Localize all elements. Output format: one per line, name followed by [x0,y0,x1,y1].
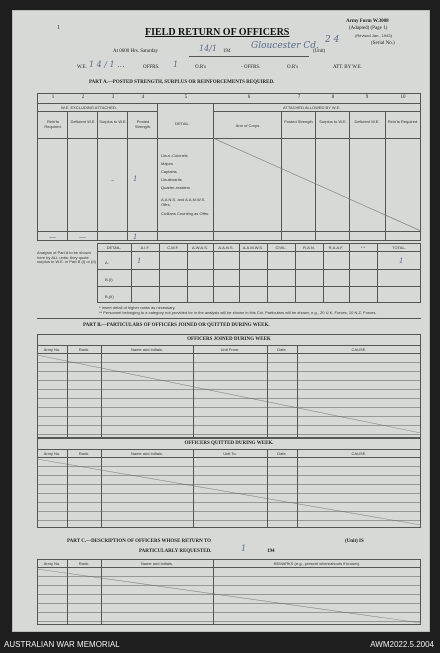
table-col-line [213,560,214,625]
sub-rein-r: Rein'ts Required. [387,119,419,124]
analysis-row-rule [97,286,421,287]
army-form-revised: (Revised Jan., 1943) [355,33,392,38]
column-number: 6 [247,95,251,100]
part-b-title: PART B.—PARTICULARS OF OFFICERS JOINED OR QUITTED DURING WEEK. [83,323,270,328]
rank-qm: Quarter-masters [161,185,191,190]
table-col-header: Unit From. [220,347,240,352]
form-title: FIELD RETURN OF OFFICERS [145,27,290,38]
sub-surplus: Surplus to W.E. [99,119,127,124]
analysis-col-line [323,243,324,303]
rank-major: Majors [161,161,174,166]
analysis-row-a: A. [105,260,109,265]
analysis-col-line [295,243,296,303]
part-b-rule [37,318,421,319]
total-rule [37,231,421,232]
analysis-col-header: R.A.A.F. [328,245,344,250]
line2-ors: O.R's [195,65,207,70]
footnote-1: * Insert detail of higher ranks as necessary. [99,305,176,310]
column-number: 8 [331,95,335,100]
hand-surplus-lt: – [111,176,115,184]
analysis-row-b2: B.(II) [105,294,114,299]
analysis-note: Analysis of Part A to be shown here by ALL units; they quote surplus to W.E. in Part B (I) or (II) [37,250,96,265]
hand-total-a: 1 [399,257,404,265]
analysis-col-line [159,243,160,303]
hand-serial: 2 4 [325,35,340,45]
table-col-line [67,450,68,528]
analysis-col-line [239,243,240,303]
joined-title: OFFICERS JOINED DURING WEEK [187,337,271,342]
analysis-col-header: * * [360,245,366,250]
part-a-title: PART A.—POSTED STRENGTH, SURPLUS OR REINFORCEMENTS REQUIRED. [89,80,275,85]
table-col-header: Date. [277,347,287,352]
footer-bar [0,638,440,653]
analysis-table [97,243,421,303]
analysis-col-header: A.I.F. [140,245,150,250]
column-number: 9 [365,95,369,100]
footer-left: AUSTRALIAN WAR MEMORIAL [4,640,120,649]
analysis-col-line [267,243,268,303]
line2-att: ATT. BY W.E. [333,65,363,70]
table-col-line [267,450,268,528]
part-c-title: PART C.—DESCRIPTION OF OFFICERS WHOSE RETURN TO [67,539,212,544]
att-rule [213,111,421,112]
hand-total-3: 1 [133,233,138,241]
sub-posted: Posted Strength. [134,119,152,129]
analysis-row-rule [97,269,421,270]
column-number: 1 [51,95,55,100]
rank-civilians: Civilians Counting as Offrs. [161,211,210,216]
col-line [97,111,98,241]
footer-right: AWM2022.5.2004 [370,640,434,649]
analysis-col-line [349,243,350,303]
hand-unit: Gloucester Cd. [251,41,319,51]
analysis-row-b1: B.(I) [105,277,113,282]
line1-unit: (Unit) [313,49,326,54]
attached-header: ATTACHED ALLOWED BY W.E. [283,105,341,110]
table-col-line [193,450,194,528]
table-col-header: Rank. [78,451,90,456]
line2-ors2: O.R's [287,65,299,70]
analysis-col-line [131,243,132,303]
corner-mark: 1 [57,25,60,31]
table-col-line [67,560,68,625]
quitted-title: OFFICERS QUITTED DURING WEEK. [184,441,274,446]
hand-we: 1 4 / 1 ... [89,60,125,69]
hand-date: 14/1 [199,44,217,53]
column-number: 5 [184,95,188,100]
column-number: 7 [297,95,301,100]
col-line [157,103,158,241]
sub-rein-req: Rein'ts Required. [44,119,62,129]
table-col-header: REMARKS (e.g., present whereabouts if known). [273,561,361,566]
column-number: 2 [81,95,85,100]
table-col-header: Name and Initials. [140,561,173,566]
hand-total-2: — [79,233,86,241]
quitted-title-rule [37,449,421,450]
joined-title-rule [37,345,421,346]
sub-deficient: Deficient W.E. [70,119,96,124]
table-col-header: CAUSE. [351,347,367,352]
sub-deficient-r: Deficient W.E. [354,119,380,124]
table-col-header: CAUSE. [351,451,367,456]
rank-captain: Captains [161,169,177,174]
table-col-header: Rank. [78,561,90,566]
hand-aif-a: 1 [137,257,142,265]
sub-posted-r: Posted Strength. [284,119,314,124]
line2-offrs2: - OFFRS. [241,65,261,70]
sub-surplus-r: Surplus to W.E. [319,119,347,124]
army-form-adapted: (Adapted) (Page 1) [349,26,388,31]
analysis-col-header: TOTAL. [392,245,406,250]
line2-offrs: OFFRS. [143,65,160,70]
part-c-year: 194 [267,549,275,554]
rank-lieutenant: Lieutenants [161,177,182,182]
analysis-col-line [213,243,214,303]
column-number: 4 [141,95,145,100]
analysis-col-header: CIVIL. [275,245,287,250]
analysis-head-rule [97,251,421,252]
analysis-col-line [187,243,188,303]
rank-aans: A.A.N.S. and A.A.M.W.S. Offrs. [161,197,206,207]
analysis-col-header: A.A.M.W.S. [242,245,264,250]
column-number: 10 [400,95,406,100]
hand-total-1: — [49,233,56,241]
army-form-number: Army Form W.3008 [346,19,389,24]
table-col-line [297,450,298,528]
analysis-col-header: A.A.N.S. [218,245,234,250]
part-a-rule [37,103,421,104]
line1-year: 194 [223,49,231,54]
we-header: W.E. EXCLUDING ATTACHED. [61,105,117,110]
hand-offrs: 1 [173,60,179,69]
analysis-col-header: R.A.N. [303,245,315,250]
column-number: 3 [111,95,115,100]
col-line [127,111,128,241]
table-col-line [101,450,102,528]
footnote-2: ** Personnel belonging to a category not provided for in the analysis will be shown in this Col. Particulars will be shown, e.g., 20 U.K. Forces, 10 N.Z. Forces. [99,310,377,315]
serial-label: (Serial No.) [371,41,395,46]
part-c-hand-date: 1 [241,544,247,553]
detail-header: DETAIL. [175,121,190,126]
line1-underline [189,56,309,57]
table-col-header: Army No. [43,451,61,456]
analysis-col-header: DETAIL. [106,245,122,250]
analysis-col-line [377,243,378,303]
analysis-col-header: C.M.F. [167,245,179,250]
part-c-unit: (Unit) IS [345,539,364,544]
form-sheet [12,10,430,632]
table-col-header: Rank. [78,347,90,352]
line1-prefix: At 0600 Hrs. Saturday [113,49,158,54]
col-line [67,111,68,241]
table-col-header: Army No. [43,561,61,566]
strike-through-attached [213,138,421,231]
hand-posted-lt: 1 [133,175,138,183]
table-col-header: Army No. [43,347,61,352]
rank-lt-col: Lieut.-Colonels [161,153,188,158]
table-col-header: Name and Initials. [130,451,163,456]
table-col-header: Unit To. [223,451,237,456]
table-col-header: Name and Initials. [130,347,163,352]
analysis-col-header: A.W.A.S. [191,245,208,250]
table-col-header: Date. [277,451,287,456]
sub-arm-corps: Arm of Corps. [235,123,261,128]
line2-we: W.E. [77,65,87,70]
part-c-line2: PARTICULARLY REQUESTED. [139,549,212,554]
table-col-line [101,560,102,625]
